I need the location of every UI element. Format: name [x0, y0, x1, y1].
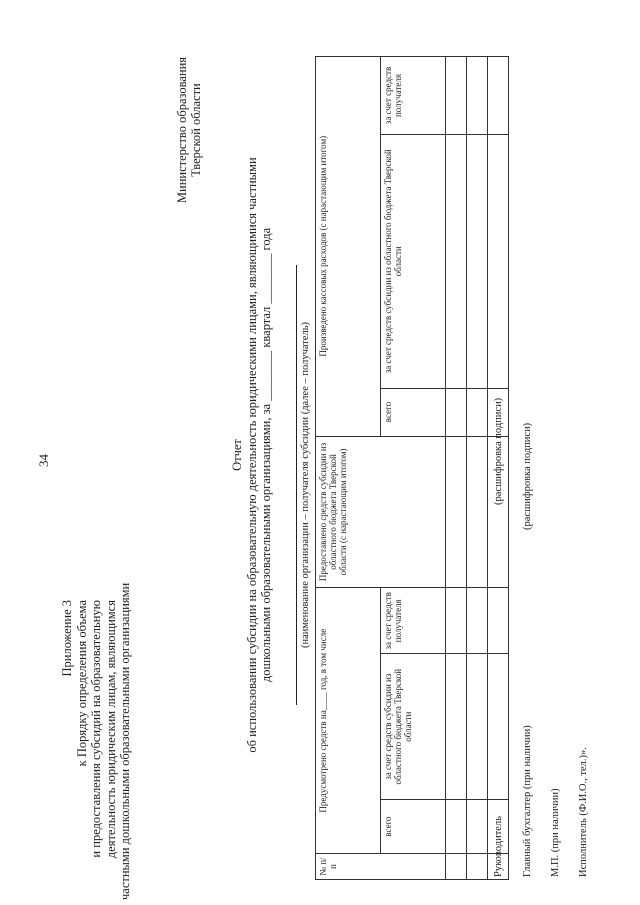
signature-accountant: Главный бухгалтер (при наличии): [522, 725, 533, 877]
appendix-line: деятельность юридическим лицам, являющимся: [103, 600, 118, 859]
header-spent: Произведено кассовых расходов (с нарастающим итогом): [316, 57, 381, 437]
table-row: [467, 57, 488, 880]
organization-name-line: [295, 265, 297, 705]
report-title-line: об использовании субсидии на образовательную деятельность юридическими лицами, являющимися частными: [244, 157, 259, 753]
header-total: всего: [381, 800, 446, 854]
stamp-place: М.П. (при наличии): [550, 788, 561, 877]
header-own: за счет средств получателя: [381, 588, 446, 654]
signature-accountant-decode: (расшифровка подписи): [522, 422, 533, 530]
signature-head: Руководитель: [493, 816, 504, 877]
appendix-line: к Порядку определения объема: [74, 600, 89, 767]
report-table: [315, 56, 509, 880]
header-planned: Предусмотрено средств на____ год, в том числе: [316, 588, 381, 854]
appendix-block: [60, 582, 133, 900]
ministry-line: Министерство образования: [175, 56, 189, 204]
signature-head-decode: (расшифровка подписи): [493, 397, 504, 505]
report-heading: Отчет: [230, 439, 244, 471]
appendix-line: частными дошкольными образовательными организациями: [118, 582, 132, 900]
report-title: [230, 155, 274, 755]
table-row: [446, 57, 467, 880]
ministry-line: Тверской области: [189, 83, 203, 177]
executor: Исполнитель (Ф.И.О., тел.)».: [578, 747, 589, 877]
appendix-line: и предоставления субсидий на образовательную: [89, 600, 103, 858]
header-regional: за счет средств субсидии из областного бюджета Тверской области: [381, 135, 446, 389]
header-num: № п/п: [316, 854, 446, 880]
header-provided: Предоставлено средств субсидии из областного бюджета Тверской области (с нарастающим итогом): [316, 436, 446, 588]
organization-caption: (наименование организации – получателя субсидии (далее – получатель): [300, 321, 311, 649]
report-title-line: дошкольными образовательными организациями, за ________ квартал ________ года: [259, 227, 273, 683]
header-regional: за счет средств субсидии из областного бюджета Тверской области: [381, 654, 446, 800]
ministry-block: [175, 55, 203, 205]
header-own: за счет средств получателя: [381, 57, 446, 135]
appendix-line: Приложение 3: [60, 600, 74, 677]
header-total: всего: [381, 388, 446, 436]
page-number: 34: [36, 454, 51, 467]
